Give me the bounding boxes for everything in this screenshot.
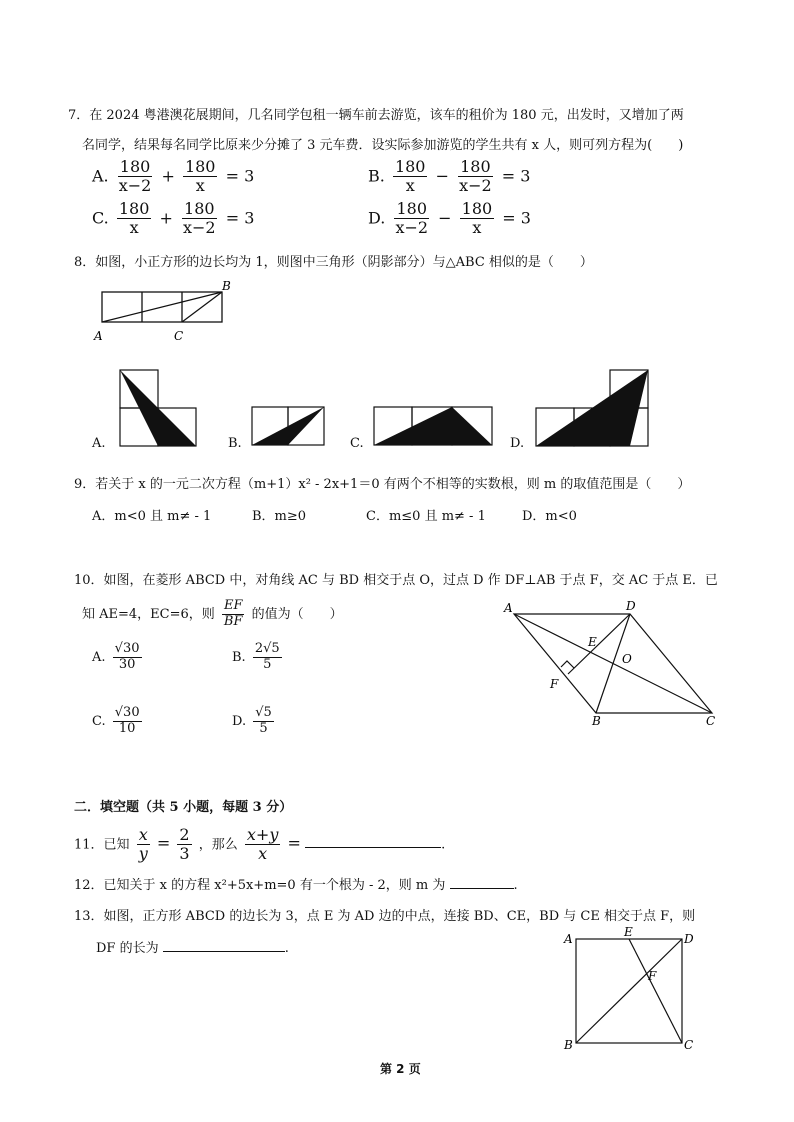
- q10-label-d: D: [626, 599, 636, 613]
- section2-title: 二．填空题（共 5 小题，每题 3 分）: [74, 800, 293, 815]
- q7-option-b[interactable]: B. $\frac{180}{x}$ − $\frac{180}{x-2}$ = 3: [368, 157, 531, 196]
- q13-label-d: D: [684, 932, 694, 946]
- q9-option-b[interactable]: B．m≥0: [252, 509, 307, 524]
- q7-option-a[interactable]: A. $\frac{180}{x-2}$ + $\frac{180}{x}$ = 3: [92, 157, 255, 196]
- q8-option-c-figure[interactable]: [372, 405, 494, 447]
- q13-stem-line1: 13．如图，正方形 ABCD 的边长为 3，点 E 为 AD 边的中点，连接 BD、CE，BD 与 CE 相交于点 F，则: [74, 909, 696, 924]
- q8-option-b-figure[interactable]: [250, 405, 326, 447]
- q8-option-d-label[interactable]: D.: [510, 436, 525, 451]
- q7-option-d[interactable]: D. $\frac{180}{x-2}$ − $\frac{180}{x}$ = 3: [368, 199, 531, 238]
- q12-answer-blank[interactable]: [450, 888, 514, 889]
- q11-stem: 11．已知 $\frac{x}{y}$ = $\frac{2}{3}$ ，那么 $\frac{x+y}{x}$ = .: [74, 825, 446, 864]
- q9-option-c[interactable]: C．m≤0 且 m≠ - 1: [366, 509, 486, 524]
- q10-rhombus-figure: [500, 598, 730, 728]
- q10-label-e: E: [588, 635, 597, 649]
- q7-option-c[interactable]: C. $\frac{180}{x}$ + $\frac{180}{x-2}$ = 3: [92, 199, 255, 238]
- q12-stem: 12．已知关于 x 的方程 x²+5x+m=0 有一个根为 - 2，则 m 为 .: [74, 878, 518, 893]
- q8-option-c-label[interactable]: C.: [350, 436, 364, 451]
- q10-option-b[interactable]: B. $\frac{2√5}{5}$: [232, 641, 280, 672]
- q8-label-c: C: [174, 329, 184, 343]
- q8-stem: 8．如图，小正方形的边长均为 1，则图中三角形（阴影部分）与△ABC 相似的是（ ）: [74, 255, 593, 270]
- q13-label-f: F: [648, 969, 657, 983]
- q9-option-a[interactable]: A．m<0 且 m≠ - 1: [92, 509, 212, 524]
- q8-option-a-label[interactable]: A.: [92, 436, 106, 451]
- page-footer: 第 2 页: [380, 1062, 421, 1076]
- q10-stem-line1: 10．如图，在菱形 ABCD 中，对角线 AC 与 BD 相交于点 O，过点 D 作 DF⊥AB 于点 F，交 AC 于点 E．已: [74, 573, 718, 588]
- q8-reference-figure: [90, 280, 250, 350]
- q10-option-c[interactable]: C. $\frac{√30}{10}$: [92, 705, 140, 736]
- q9-stem: 9．若关于 x 的一元二次方程（m+1）x² - 2x+1＝0 有两个不相等的实数根，则 m 的取值范围是（ ）: [74, 477, 691, 492]
- q10-option-a[interactable]: A. $\frac{√30}{30}$: [92, 641, 140, 672]
- q7-stem-line1: 7．在 2024 粤港澳花展期间，几名同学包租一辆车前去游览，该车的租价为 180 元，出发时，又增加了两: [68, 108, 684, 123]
- q10-label-f: F: [550, 677, 559, 691]
- q9-option-d[interactable]: D．m<0: [522, 509, 577, 524]
- q13-answer-blank[interactable]: [163, 951, 285, 952]
- q11-answer-blank[interactable]: [305, 847, 441, 848]
- q13-stem-line2: DF 的长为 .: [96, 941, 289, 956]
- q8-option-b-label[interactable]: B.: [228, 436, 242, 451]
- q8-label-b: B: [222, 279, 231, 293]
- q8-option-d-figure[interactable]: [534, 368, 650, 448]
- q13-label-e: E: [624, 925, 633, 939]
- q10-label-b: B: [592, 714, 601, 728]
- q8-label-a: A: [94, 329, 103, 343]
- q10-label-c: C: [706, 714, 716, 728]
- q10-label-o: O: [622, 652, 632, 666]
- q8-option-a-figure[interactable]: [118, 368, 198, 448]
- q10-option-d[interactable]: D. $\frac{√5}{5}$: [232, 705, 272, 736]
- q7-stem-line2: 名同学，结果每名同学比原来少分摊了 3 元车费．设实际参加游览的学生共有 x 人，则可列方程为( ): [82, 138, 684, 153]
- q13-label-b: B: [564, 1038, 573, 1052]
- q13-square-figure: [560, 925, 700, 1053]
- q10-label-a: A: [504, 601, 513, 615]
- q10-stem-line2: 知 AE=4，EC=6，则 $\frac{EF}{BF}$ 的值为（ ）: [82, 598, 343, 629]
- q13-label-c: C: [684, 1038, 694, 1052]
- q13-label-a: A: [564, 932, 573, 946]
